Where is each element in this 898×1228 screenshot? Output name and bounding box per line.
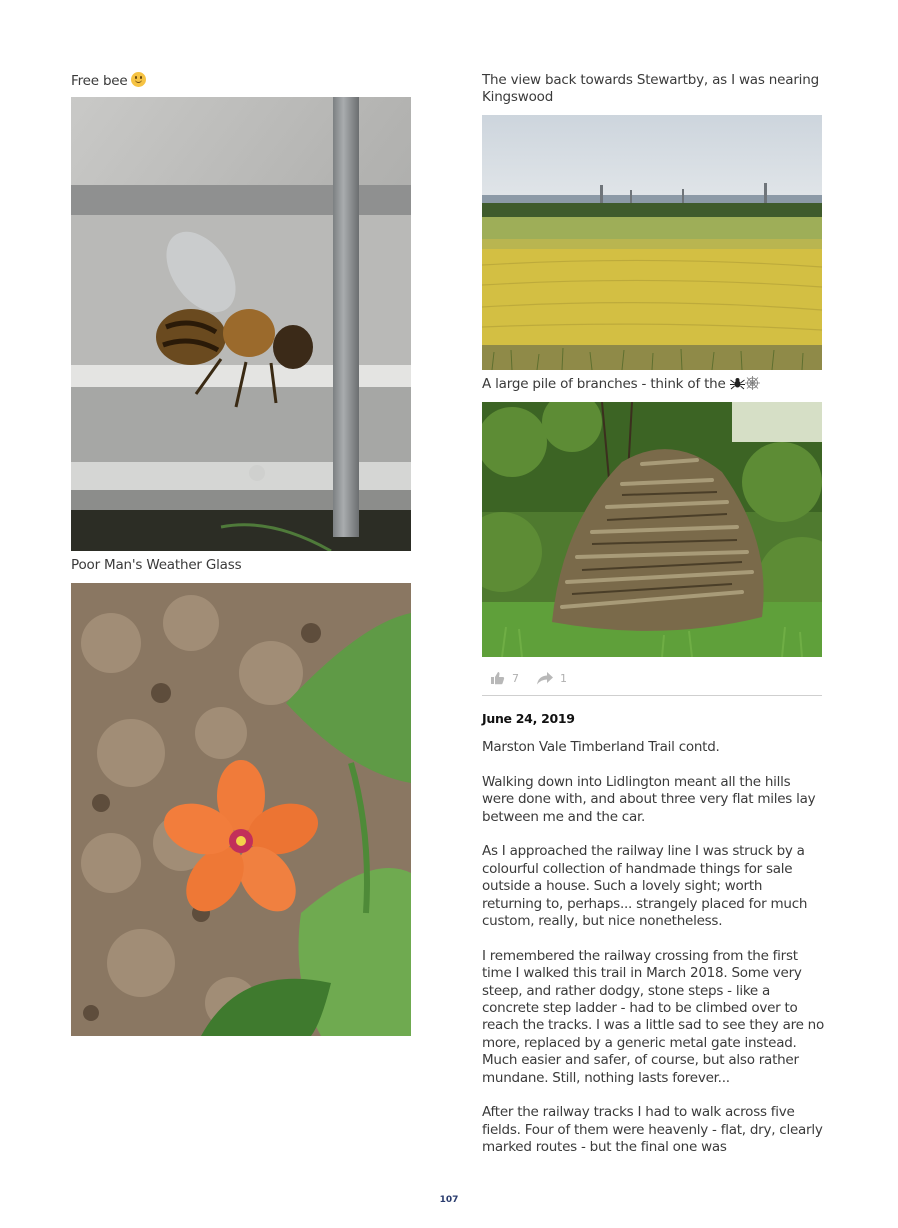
like-count: 7 [512,671,519,685]
smile-emoji-icon [131,72,146,87]
caption-free-bee [71,72,146,90]
share-count: 1 [560,671,567,685]
spider-icon [730,377,745,395]
share-arrow-icon [537,672,553,685]
post-paragraph: After the railway tracks I had to walk across five fields. Four of them were heavenly - flat, dry, clearly marked routes - but the final one was [482,1104,823,1156]
social-bar [490,669,585,687]
thumbs-up-icon [490,671,505,685]
caption-branches [482,376,827,395]
scarlet-pimpernel-photo [71,583,411,1036]
branch-pile-photo [482,402,822,657]
post-body [482,739,826,1174]
post-paragraph: Marston Vale Timberland Trail contd. [482,739,720,755]
share-button[interactable] [537,672,567,685]
post-date: June 24, 2019 [482,711,575,726]
bee-photo [71,97,411,551]
post-paragraph: I remembered the railway crossing from the first time I walked this trail in March 2018. Some very steep, and rather dodgy, stone steps - like a concrete step ladder - had to be climbed over to reach the tracks. I was a little sad to see they are no more, replaced by a generic metal gate instead. Much easier and safer, of course, but also rather mundane. Still, nothing lasts forever... [482,947,825,1086]
caption-stewartby-view: The view back towards Stewartby, as I was nearing Kingswood [482,72,819,105]
post-paragraph: As I approached the railway line I was struck by a colourful collection of handmade things for sale outside a house. Such a lovely sight; worth returning to, perhaps... strangely placed for much custom, really, but nice nonetheless. [482,843,808,930]
caption-weather-glass: Poor Man's Weather Glass [71,557,242,573]
divider [482,695,822,696]
spider-web-icon [745,376,760,395]
caption-text: Free bee [71,73,128,89]
like-button[interactable] [490,671,519,685]
post-paragraph: Walking down into Lidlington meant all the hills were done with, and about three very flat miles lay between me and the car. [482,773,816,825]
page-number: 107 [439,1195,459,1205]
caption-text: A large pile of branches - think of the [482,376,726,392]
stewartby-fields-photo [482,115,822,370]
